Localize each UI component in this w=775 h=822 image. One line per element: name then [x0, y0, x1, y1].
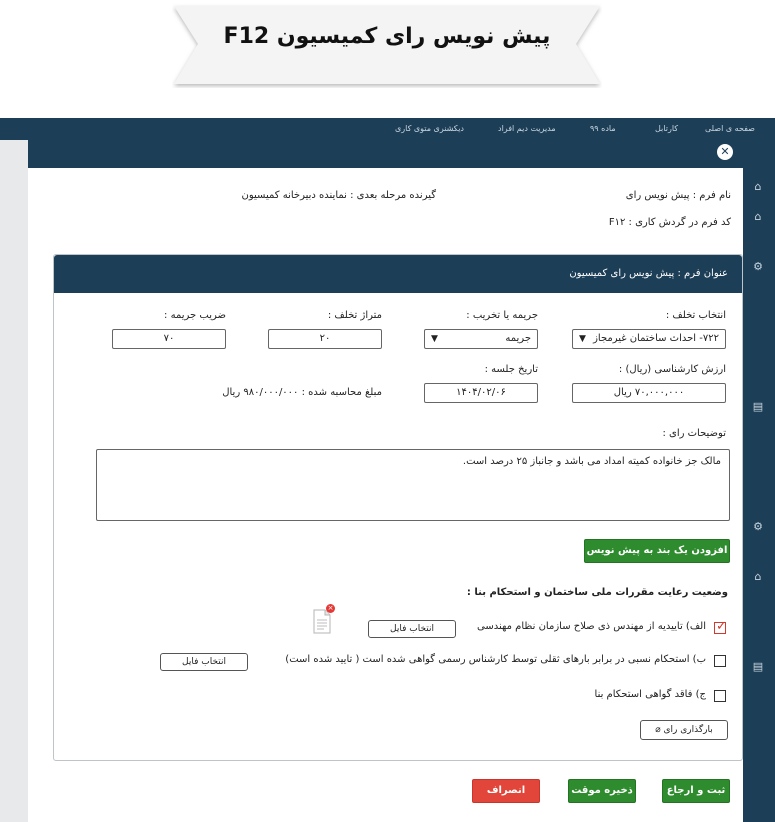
panel-title: عنوان فرم : پیش نویس رای کمیسیون	[569, 268, 728, 279]
panel-header	[54, 255, 742, 293]
cancel-button[interactable]: انصراف	[472, 779, 540, 803]
penalty-type-select-value: جریمه	[505, 333, 531, 344]
calculated-amount: مبلغ محاسبه شده : ۹۸۰/۰۰۰/۰۰۰ ریال	[222, 387, 382, 398]
description-label: توضیحات رای :	[662, 428, 726, 439]
home-icon[interactable]: ⌂	[754, 570, 762, 583]
coef-input[interactable]: ۷۰	[112, 329, 226, 349]
draft-vote-modal	[28, 134, 743, 822]
upload-vote-button[interactable]	[640, 720, 728, 740]
penalty-type-label: جریمه یا تخریب :	[466, 310, 538, 321]
document-icon[interactable]: ▤	[752, 400, 764, 413]
close-icon[interactable]: ✕	[717, 144, 733, 160]
option-a-choose-file-button[interactable]: انتخاب فایل	[368, 620, 456, 638]
area-input[interactable]: ۲۰	[268, 329, 382, 349]
form-panel	[53, 254, 743, 761]
upload-vote-label: بارگذاری رای	[663, 725, 713, 735]
option-a-label: الف) تاییدیه از مهندس ذی صلاح سازمان نظام مهندسی	[477, 621, 706, 632]
check-icon: ✓	[716, 619, 727, 634]
gear-icon[interactable]: ⚙	[753, 260, 763, 273]
compliance-title: وضعیت رعایت مقررات ملی ساختمان و استحکام بنا :	[466, 587, 728, 598]
coef-label: ضریب جریمه :	[164, 310, 226, 321]
home-icon[interactable]: ⌂	[754, 180, 762, 193]
home-icon[interactable]: ⌂	[754, 210, 762, 223]
banner-title: پیش نویس رای کمیسیون F12	[223, 24, 551, 49]
background-left-strip	[0, 140, 29, 822]
nav-item-article99[interactable]: ماده ۹۹	[590, 124, 616, 133]
option-b-label: ب) استحکام نسبی در برابر بارهای ثقلی توسط کارشناس رسمی گواهی شده است ( تایید شده است)	[285, 654, 706, 665]
area-label: متراژ تخلف :	[327, 310, 382, 321]
session-date-label: تاریخ جلسه :	[484, 364, 538, 375]
paperclip-icon: ⌀	[655, 725, 661, 735]
remove-file-icon[interactable]: ×	[327, 604, 334, 612]
option-b-choose-file-button[interactable]: انتخاب فایل	[160, 653, 248, 671]
option-c-label: ج) فاقد گواهی استحکام بنا	[594, 689, 706, 700]
next-recipient: گیرنده مرحله بعدی : نماینده دبیرخانه کمیسیون	[241, 190, 436, 201]
description-textarea[interactable]: مالک جز خانواده کمیته امداد می باشد و جانباز ۲۵ درصد است.	[96, 449, 730, 521]
expert-value-label: ارزش کارشناسی (ریال) :	[618, 364, 726, 375]
gear-icon[interactable]: ⚙	[753, 520, 763, 533]
document-icon[interactable]: ▤	[752, 660, 764, 673]
penalty-type-select[interactable]	[424, 329, 538, 349]
nav-item-people[interactable]: مدیریت دیم افراد	[498, 124, 556, 133]
nav-item-dictionary[interactable]: دیکشنری متوی کاری	[395, 124, 464, 133]
violation-label: انتخاب تخلف :	[665, 310, 726, 321]
background-right-sidebar	[743, 140, 775, 822]
session-date-input[interactable]: ۱۴۰۴/۰۲/۰۶	[424, 383, 538, 403]
modal-header	[28, 134, 743, 168]
caret-down-icon: ▼	[431, 334, 438, 344]
form-code: کد فرم در گردش کاری : F۱۲	[608, 217, 731, 228]
option-b-checkbox[interactable]	[714, 655, 726, 667]
add-clause-button[interactable]: افزودن یک بند به پیش نویس	[584, 539, 730, 563]
save-draft-button[interactable]: ذخیره موقت	[568, 779, 636, 803]
caret-down-icon: ▼	[579, 334, 586, 344]
form-name: نام فرم : پیش نویس رای	[625, 190, 731, 201]
nav-item-home[interactable]: صفحه ی اصلی	[705, 124, 755, 133]
option-c-checkbox[interactable]	[714, 690, 726, 702]
expert-value-input[interactable]: ۷۰,۰۰۰,۰۰۰ ریال	[572, 383, 726, 403]
violation-select-value: ۷۲۲- احداث ساختمان غیرمجاز	[593, 333, 719, 344]
violation-select[interactable]	[572, 329, 726, 349]
submit-refer-button[interactable]: ثبت و ارجاع	[662, 779, 730, 803]
nav-item-cartable[interactable]: کارتابل	[655, 124, 679, 133]
option-a-checkbox[interactable]	[714, 619, 727, 634]
